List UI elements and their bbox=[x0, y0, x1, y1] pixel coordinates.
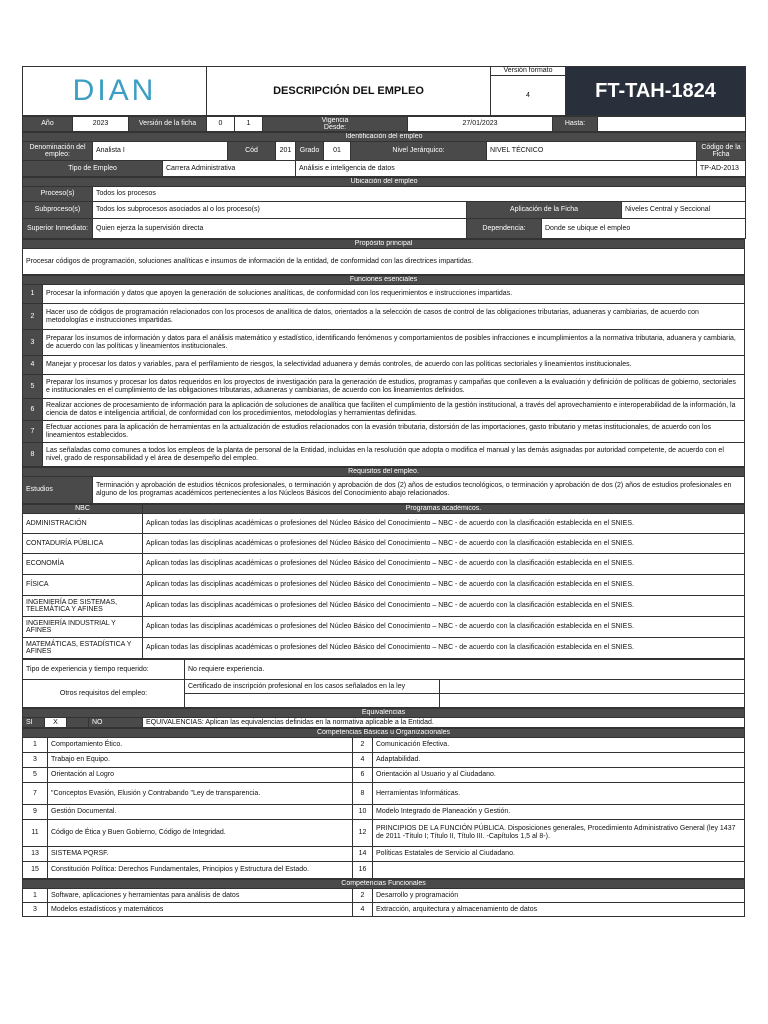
funcion-row bbox=[23, 304, 745, 330]
funcion-text: Las señaladas como comunes a todos los empleos de la planta de personal de la Entidad, incluidas en la resolución que adopta o modifica el manual y las demás asignadas por autoridad competente, de acuerdo con el nivel, grado de responsabilidad y el área de desempeño del empleo. bbox=[43, 443, 745, 467]
subproceso-value: Todos los subprocesos asociados al o los proceso(s) bbox=[93, 202, 467, 219]
programas-label: Programas académicos. bbox=[143, 505, 745, 514]
desde-value: 27/01/2023 bbox=[408, 117, 553, 132]
desde-label: Desde: bbox=[323, 124, 347, 131]
version-format-value: 4 bbox=[491, 76, 566, 116]
nbc-row bbox=[23, 534, 745, 554]
area-value: Análisis e inteligencia de datos bbox=[296, 161, 697, 177]
competencia-number: 2 bbox=[353, 738, 373, 753]
competencia-text: Software, aplicaciones y herramientas para análisis de datos bbox=[48, 889, 353, 903]
funcion-number: 4 bbox=[23, 356, 43, 375]
funcion-text: Manejar y procesar los datos y variables, para el perfilamiento de riesgos, la selectividad aduanera y demás controles, de acuerdo con las políticas sectoriales y lineamientos institucionales. bbox=[43, 356, 745, 375]
competencia-number: 16 bbox=[353, 862, 373, 879]
competencia-number: 6 bbox=[353, 768, 373, 783]
competencias-funcionales-section: Competencias Funcionales bbox=[23, 880, 745, 889]
competencia-number: 15 bbox=[23, 862, 48, 879]
otros-label: Otros requisitos del empleo: bbox=[23, 680, 185, 708]
proposito-text: Procesar códigos de programación, soluciones analíticas e insumos de información de la entidad, de conformidad con las directrices impartidas. bbox=[23, 249, 745, 275]
competencia-text: Modelos estadísticos y matemáticos bbox=[48, 903, 353, 917]
otros-empty bbox=[185, 694, 440, 708]
ubicacion-section: Ubicación del empleo bbox=[23, 178, 746, 187]
funcion-number: 6 bbox=[23, 399, 43, 421]
requisitos-table bbox=[22, 467, 745, 504]
equivalencias-table bbox=[22, 708, 745, 728]
dian-logo-text: DIAN bbox=[72, 74, 157, 107]
hasta-label: Hasta: bbox=[553, 117, 598, 132]
nbc-name: CONTADURÍA PÚBLICA bbox=[23, 534, 143, 554]
nbc-text: Aplican todas las disciplinas académicas o profesiones del Núcleo Básico del Conocimiento – NBC - de acuerdo con la clasificación establecida en el SNIES. bbox=[143, 617, 745, 638]
competencias-basicas-section: Competencias Básicas u Organizacionales bbox=[23, 729, 745, 738]
dependencia-label: Dependencia: bbox=[467, 219, 542, 239]
otros-value: Certificado de inscripción profesional en los casos señalados en la ley bbox=[185, 680, 440, 694]
grado-value: 01 bbox=[324, 142, 351, 161]
competencia-text: Desarrollo y programación bbox=[373, 889, 745, 903]
competencia-number: 3 bbox=[23, 753, 48, 768]
nbc-row bbox=[23, 596, 745, 617]
funcion-number: 3 bbox=[23, 330, 43, 356]
tipo-empleo-label: Tipo de Empleo bbox=[23, 161, 163, 177]
competencia-number: 8 bbox=[353, 783, 373, 805]
denominacion-label: Denominación del empleo: bbox=[23, 142, 93, 161]
nbc-row bbox=[23, 514, 745, 534]
document-title: DESCRIPCIÓN DEL EMPLEO bbox=[207, 67, 491, 116]
competencia-text: Código de Ética y Buen Gobierno, Código de Integridad. bbox=[48, 820, 353, 847]
competencia-text: Trabajo en Equipo. bbox=[48, 753, 353, 768]
tipo-empleo-value: Carrera Administrativa bbox=[163, 161, 296, 177]
nbc-row bbox=[23, 617, 745, 638]
competencia-row bbox=[23, 738, 745, 753]
proceso-label: Proceso(s) bbox=[23, 187, 93, 202]
proceso-value: Todos los procesos bbox=[93, 187, 746, 202]
experiencia-value: No requiere experiencia. bbox=[185, 660, 745, 680]
funcion-row bbox=[23, 421, 745, 443]
competencia-text: "Conceptos Evasión, Elusión y Contrabando "Ley de transparencia. bbox=[48, 783, 353, 805]
competencia-number: 2 bbox=[353, 889, 373, 903]
competencia-number: 4 bbox=[353, 903, 373, 917]
job-description-sheet bbox=[22, 66, 745, 917]
funcion-row bbox=[23, 330, 745, 356]
funcion-number: 2 bbox=[23, 304, 43, 330]
experiencia-table bbox=[22, 659, 745, 708]
otros-empty bbox=[440, 694, 745, 708]
funcion-number: 7 bbox=[23, 421, 43, 443]
competencia-number: 14 bbox=[353, 847, 373, 862]
competencia-text: Extracción, arquitectura y almacenamiento de datos bbox=[373, 903, 745, 917]
codigo-ficha-label: Código de la Ficha bbox=[697, 142, 746, 161]
year-value: 2023 bbox=[73, 117, 129, 132]
nbc-row bbox=[23, 638, 745, 659]
ubicacion-table bbox=[22, 177, 746, 239]
meta-table bbox=[22, 116, 746, 132]
competencia-row bbox=[23, 903, 745, 917]
competencia-text: Orientación al Usuario y al Ciudadano. bbox=[373, 768, 745, 783]
funcion-row bbox=[23, 399, 745, 421]
competencia-number: 11 bbox=[23, 820, 48, 847]
aplicacion-value: Niveles Central y Seccional bbox=[622, 202, 746, 219]
competencia-row bbox=[23, 753, 745, 768]
funcion-number: 8 bbox=[23, 443, 43, 467]
document-code: FT-TAH-1824 bbox=[566, 67, 746, 116]
vigencia-label: Vigencia bbox=[321, 117, 349, 124]
ficha-version-a: 0 bbox=[207, 117, 235, 132]
competencia-number: 1 bbox=[23, 889, 48, 903]
nbc-name: ECONOMÍA bbox=[23, 554, 143, 575]
dependencia-value: Donde se ubique el empleo bbox=[542, 219, 746, 239]
proposito-section: Propósito principal bbox=[23, 240, 745, 249]
competencia-number: 7 bbox=[23, 783, 48, 805]
otros-empty bbox=[440, 680, 745, 694]
ficha-version-b: 1 bbox=[235, 117, 263, 132]
competencias-basicas-table bbox=[22, 728, 745, 879]
nbc-label: NBC bbox=[23, 505, 143, 514]
competencia-text: Gestión Documental. bbox=[48, 805, 353, 820]
nbc-name: MATEMÁTICAS, ESTADÍSTICA Y AFINES bbox=[23, 638, 143, 659]
funcion-row bbox=[23, 443, 745, 467]
identificacion-table bbox=[22, 132, 746, 177]
equiv-text: EQUIVALENCIAS: Aplican las equivalencias definidas en la normativa aplicable a la Entidad. bbox=[143, 718, 745, 728]
superior-label: Superior Inmediato: bbox=[23, 219, 93, 239]
nbc-text: Aplican todas las disciplinas académicas o profesiones del Núcleo Básico del Conocimiento – NBC - de acuerdo con la clasificación establecida en el SNIES. bbox=[143, 575, 745, 596]
competencia-row bbox=[23, 847, 745, 862]
funcion-row bbox=[23, 285, 745, 304]
nbc-name: INGENIERÍA DE SISTEMAS, TELEMÁTICA Y AFINES bbox=[23, 596, 143, 617]
grado-label: Grado bbox=[296, 142, 324, 161]
codigo-ficha-value: TP-AD-2013 bbox=[697, 161, 746, 177]
nbc-name: FÍSICA bbox=[23, 575, 143, 596]
nbc-text: Aplican todas las disciplinas académicas o profesiones del Núcleo Básico del Conocimiento – NBC - de acuerdo con la clasificación establecida en el SNIES. bbox=[143, 534, 745, 554]
competencia-number: 12 bbox=[353, 820, 373, 847]
funcion-number: 5 bbox=[23, 375, 43, 399]
competencia-text: Herramientas Informáticas. bbox=[373, 783, 745, 805]
competencia-number: 9 bbox=[23, 805, 48, 820]
competencia-text bbox=[373, 862, 745, 879]
competencia-text: Constitución Política: Derechos Fundamentales, Principios y Estructura del Estado. bbox=[48, 862, 353, 879]
vigencia-desde-label bbox=[263, 117, 408, 132]
nbc-text: Aplican todas las disciplinas académicas o profesiones del Núcleo Básico del Conocimiento – NBC - de acuerdo con la clasificación establecida en el SNIES. bbox=[143, 638, 745, 659]
header-table bbox=[22, 66, 746, 116]
proposito-table bbox=[22, 239, 745, 275]
nbc-name: INGENIERÍA INDUSTRIAL Y AFINES bbox=[23, 617, 143, 638]
nbc-table bbox=[22, 504, 745, 659]
nivel-label: Nivel Jerárquico: bbox=[351, 142, 487, 161]
funcion-text: Preparar los insumos y procesar los datos requeridos en los proyectos de investigación para la generación de estudios, programas y campañas que conlleven a la evaluación y definición de políticas de gobierno, sectoriales e institucionales en el cumplimiento de las obligaciones tributarias, aduaneras y cambiarias, de acuerdo con los lineamientos definidos. bbox=[43, 375, 745, 399]
funcion-text: Efectuar acciones para la aplicación de herramientas en la actualización de estudios relacionados con la evasión tributaria, distorsión de las importaciones, gasto tributario y metas institucionales, de acuerdo con los lineamientos establecidos. bbox=[43, 421, 745, 443]
competencia-text: PRINCIPIOS DE LA FUNCIÓN PÚBLICA. Disposiciones generales, Procedimiento Administrativo General (ley 1437 de 2011 -Título I; Título II, Título III. -Capítulos 1,5 al 8-). bbox=[373, 820, 745, 847]
subproceso-label: Subproceso(s) bbox=[23, 202, 93, 219]
competencia-number: 13 bbox=[23, 847, 48, 862]
funcion-text: Realizar acciones de procesamiento de información para la aplicación de soluciones de analítica que faciliten el cumplimiento de la gestión institucional, a través del aprovechamiento e interoperabilidad de la información, la ciencia de datos e inteligencia artificial, de conformidad con los procedimientos, metodologías y herramientas definidas. bbox=[43, 399, 745, 421]
year-label: Año bbox=[23, 117, 73, 132]
version-format-label: Versión formato bbox=[491, 67, 566, 76]
competencia-text: Políticas Estatales de Servicio al Ciudadano. bbox=[373, 847, 745, 862]
estudios-label: Estudios bbox=[23, 477, 93, 504]
equiv-spacer bbox=[67, 718, 89, 728]
competencia-number: 3 bbox=[23, 903, 48, 917]
nbc-row bbox=[23, 554, 745, 575]
competencia-text: Orientación al Logro bbox=[48, 768, 353, 783]
competencia-row bbox=[23, 805, 745, 820]
nbc-name: ADMINISTRACIÓN bbox=[23, 514, 143, 534]
cod-value: 201 bbox=[276, 142, 296, 161]
competencia-text: Modelo Integrado de Planeación y Gestión. bbox=[373, 805, 745, 820]
competencia-number: 10 bbox=[353, 805, 373, 820]
nbc-text: Aplican todas las disciplinas académicas o profesiones del Núcleo Básico del Conocimiento – NBC - de acuerdo con la clasificación establecida en el SNIES. bbox=[143, 554, 745, 575]
aplicacion-label: Aplicación de la Ficha bbox=[467, 202, 622, 219]
funciones-table bbox=[22, 275, 745, 467]
funcion-text: Hacer uso de códigos de programación relacionados con los procesos de analítica de datos, orientados a la selección de casos de control de las obligaciones tributarias, aduaneras y cambiarias, de acuerdo con metodologías e instrucciones impartidas. bbox=[43, 304, 745, 330]
competencia-text: Comunicación Efectiva. bbox=[373, 738, 745, 753]
experiencia-label: Tipo de experiencia y tiempo requerido: bbox=[23, 660, 185, 680]
competencia-row bbox=[23, 768, 745, 783]
funcion-number: 1 bbox=[23, 285, 43, 304]
superior-value: Quien ejerza la supervisión directa bbox=[93, 219, 467, 239]
nbc-text: Aplican todas las disciplinas académicas o profesiones del Núcleo Básico del Conocimiento – NBC - de acuerdo con la clasificación establecida en el SNIES. bbox=[143, 514, 745, 534]
funcion-row bbox=[23, 375, 745, 399]
denominacion-value: Analista I bbox=[93, 142, 228, 161]
identificacion-section: Identificación del empleo bbox=[23, 133, 746, 142]
competencia-text: SISTEMA PQRSF. bbox=[48, 847, 353, 862]
equiv-x-mark: X bbox=[45, 718, 67, 728]
nivel-value: NIVEL TÉCNICO bbox=[487, 142, 697, 161]
competencias-funcionales-table bbox=[22, 879, 745, 917]
competencia-row bbox=[23, 862, 745, 879]
competencia-text: Adaptabilidad. bbox=[373, 753, 745, 768]
competencia-number: 5 bbox=[23, 768, 48, 783]
cod-label: Cód bbox=[228, 142, 276, 161]
competencia-text: Comportamiento Ético. bbox=[48, 738, 353, 753]
estudios-text: Terminación y aprobación de estudios técnicos profesionales, o terminación y aprobación de dos (2) años de estudios tecnológicos, o terminación y aprobación de dos (2) años de estudios profesionales en alguno de los programas académicos pertenecientes a los Núcleos Básicos del Conocimiento abajo relacionados. bbox=[93, 477, 745, 504]
competencia-row bbox=[23, 889, 745, 903]
dian-logo bbox=[23, 67, 207, 116]
funcion-row bbox=[23, 356, 745, 375]
competencia-number: 1 bbox=[23, 738, 48, 753]
funcion-text: Procesar la información y datos que apoyen la generación de soluciones analíticas, de conformidad con los requerimientos e instrucciones impartidas. bbox=[43, 285, 745, 304]
ficha-version-label: Versión de la ficha bbox=[129, 117, 207, 132]
competencia-row bbox=[23, 783, 745, 805]
funcion-text: Preparar los insumos de información y datos para el análisis matemático y estadístico, identificando fenómenos y comportamientos de posibles infracciones e incumplimientos a la normativa tributaria, aduanera y cambiaria, de acuerdo con las políticas y lineamientos institucionales. bbox=[43, 330, 745, 356]
competencia-row bbox=[23, 820, 745, 847]
equivalencias-section: Equivalencias bbox=[23, 709, 745, 718]
funciones-section: Funciones esenciales bbox=[23, 276, 745, 285]
nbc-row bbox=[23, 575, 745, 596]
equiv-no-label: NO bbox=[89, 718, 143, 728]
requisitos-section: Requisitos del empleo. bbox=[23, 468, 745, 477]
competencia-number: 4 bbox=[353, 753, 373, 768]
equiv-si-label: SI bbox=[23, 718, 45, 728]
hasta-value bbox=[598, 117, 746, 132]
nbc-text: Aplican todas las disciplinas académicas o profesiones del Núcleo Básico del Conocimiento – NBC - de acuerdo con la clasificación establecida en el SNIES. bbox=[143, 596, 745, 617]
